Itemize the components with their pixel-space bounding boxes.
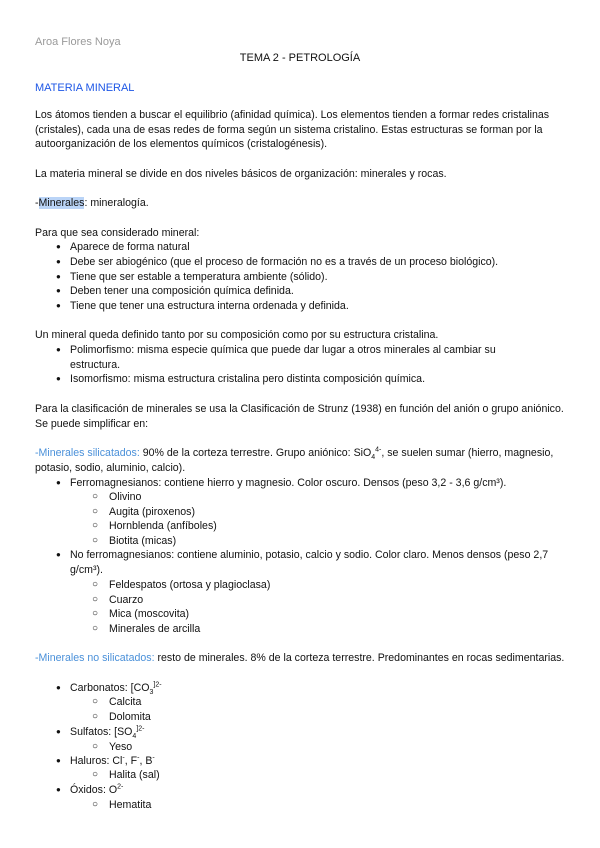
list-item: ● Aparece de forma natural: [70, 240, 570, 255]
list-item-sulfatos: [70, 725, 570, 740]
minerales-rest: : mineralogía.: [84, 197, 149, 209]
haluros-mid: , B: [139, 755, 153, 767]
nosilicatados-text: resto de minerales. 8% de la corteza terrestre. Predominantes en rocas sedimentarias.: [154, 652, 565, 664]
minerales-line: [35, 196, 570, 211]
sublist-item: ○ Hornblenda (anfíboles): [109, 519, 217, 534]
sublist-item: ○ Mica (moscovita): [109, 607, 189, 622]
haluros-label: Haluros: Cl: [70, 755, 123, 767]
formula-subscript: 3: [149, 689, 154, 697]
silicatados-text-end: , se suelen sumar (hierro, magnesio, potasio, sodio, aluminio, calcio).: [35, 447, 554, 474]
intro-paragraph: Los átomos tienden a buscar el equilibrio (afinidad química). Los elementos tienden a formar redes cristalinas (cristales), cada una de esas redes de forma según un sistema cristalino. Estas estructuras se forman por la autoorganización de los elementos químicos (cristalogénesis).: [35, 109, 550, 151]
classification-paragraph: Para la clasificación de minerales se usa la Clasificación de Strunz (1938) en función del anión o grupo aniónico. Se puede simplificar en:: [35, 403, 564, 430]
nosilicatados-label: -Minerales no silicatados:: [35, 652, 155, 664]
oxidos-label: Óxidos: O: [70, 784, 118, 796]
silicatados-paragraph: [35, 446, 570, 475]
list-item-haluros: [70, 754, 570, 769]
sublist-item: ○ Calcita: [109, 695, 141, 710]
formula-subscript: 4: [132, 733, 137, 741]
author-name: Aroa Flores Noya: [35, 36, 121, 48]
formula-superscript: 2-: [117, 783, 124, 791]
considered-intro: Para que sea considerado mineral:: [35, 227, 200, 239]
minerales-prefix: -: [35, 197, 39, 209]
list-item: ● Ferromagnesianos: contiene hierro y magnesio. Color oscuro. Densos (peso 3,2 - 3,6 g/cm³).: [70, 476, 570, 491]
sublist-item: ○ Halita (sal): [109, 768, 160, 783]
formula-superscript: -: [122, 754, 125, 762]
list-item: ● Deben tener una composición química definida.: [70, 284, 570, 299]
silicatados-text: 90% de la corteza terrestre. Grupo aniónico: SiO: [139, 447, 372, 459]
formula-superscript: -: [152, 754, 155, 762]
list-item-carbonatos: [70, 681, 570, 696]
sublist-item: ○ Dolomita: [109, 710, 151, 725]
list-item: ● Tiene que ser estable a temperatura ambiente (sólido).: [70, 270, 570, 285]
list-item: ● Debe ser abiogénico (que el proceso de formación no es a través de un proceso biológico).: [70, 255, 570, 270]
formula-superscript: ]2-: [153, 681, 162, 689]
sublist-item: ○ Biotita (micas): [109, 534, 176, 549]
sublist-item: ○ Cuarzo: [109, 593, 143, 608]
list-item: ● No ferromagnesianos: contiene aluminio, potasio, calcio y sodio. Color claro. Menos densos (peso 2,7 g/cm³).: [70, 548, 558, 577]
sublist-item: ○ Feldespatos (ortosa y plagioclasa): [109, 578, 270, 593]
formula-subscript: 4: [371, 454, 376, 462]
list-item: ● Tiene que tener una estructura interna ordenada y definida.: [70, 299, 570, 314]
defined-intro: Un mineral queda definido tanto por su composición como por su estructura cristalina.: [35, 329, 439, 341]
formula-superscript: ]2-: [136, 725, 145, 733]
sublist-item: ○ Minerales de arcilla: [109, 622, 200, 637]
carbonatos-label: Carbonatos: [CO: [70, 682, 150, 694]
list-item-oxidos: [70, 783, 570, 798]
haluros-mid: , F: [124, 755, 138, 767]
page-title: TEMA 2 - PETROLOGÍA: [239, 52, 361, 64]
silicatados-label: -Minerales silicatados:: [35, 447, 140, 459]
list-item: ● Isomorfismo: misma estructura cristalina pero distinta composición química.: [70, 372, 570, 387]
list-item: ● Polimorfismo: misma especie química que puede dar lugar a otros minerales al cambiar su estructura.: [70, 343, 530, 372]
sublist-item: ○ Augita (piroxenos): [109, 505, 195, 520]
formula-superscript: -: [137, 754, 140, 762]
formula-superscript: 4-: [375, 446, 382, 454]
levels-paragraph: La materia mineral se divide en dos niveles básicos de organización: minerales y rocas.: [35, 168, 447, 180]
section-heading: MATERIA MINERAL: [35, 82, 135, 94]
minerales-highlight[interactable]: Minerales: [38, 197, 85, 209]
sublist-item: ○ Olivino: [109, 490, 141, 505]
sublist-item: ○ Hematita: [109, 798, 151, 813]
sulfatos-label: Sulfatos: [SO: [70, 726, 133, 738]
nosilicatados-paragraph: [35, 651, 570, 666]
sublist-item: ○ Yeso: [109, 740, 132, 755]
